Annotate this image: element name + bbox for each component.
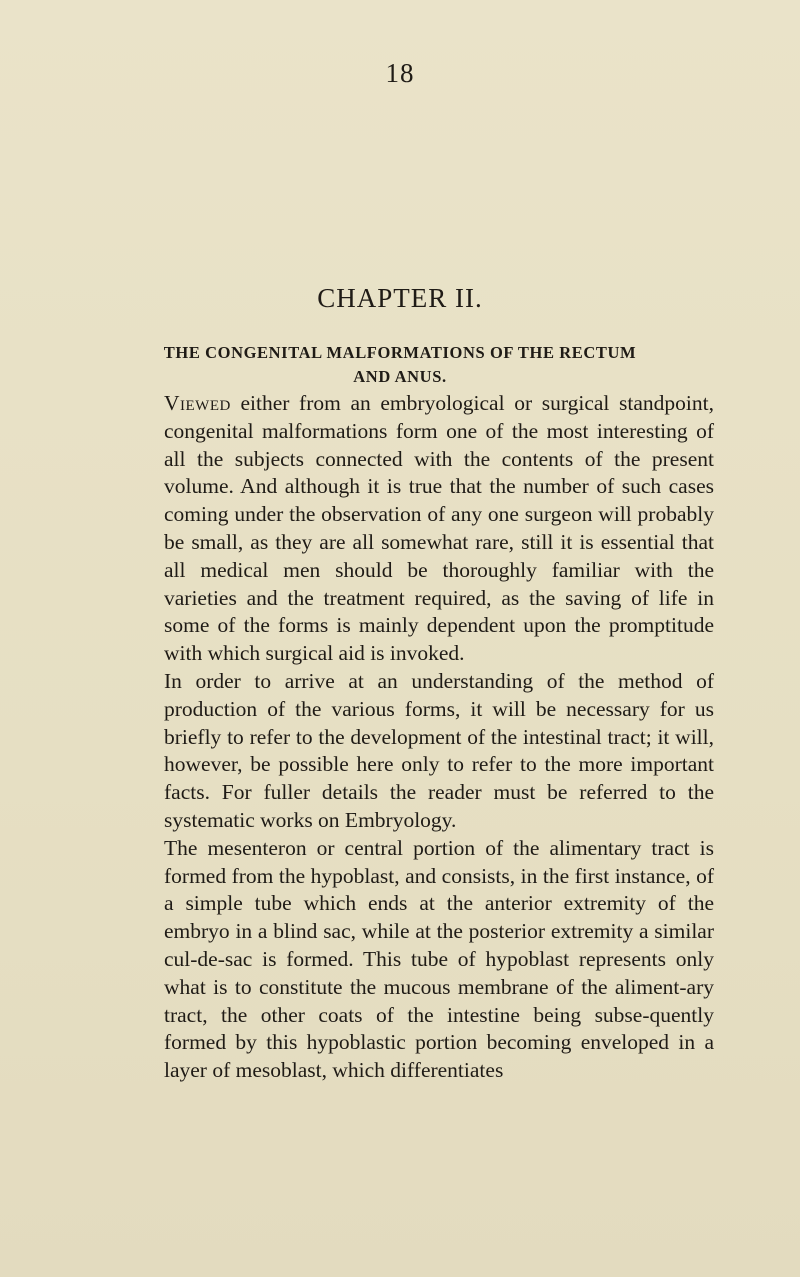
paragraph-1 [164, 390, 714, 668]
paragraph-text: either from an embryological or surgical standpoint, congenital malformations form one of the most interesting of all the subjects connected with the contents of the present volume. And although it is true that the number of such cases coming under the observation of any one surgeon will probably be small, as they are all somewhat rare, still it is essential that all medical men should be thoroughly familiar with the varieties and the treatment required, as the saving of life in some of the forms is mainly dependent upon the promptitude with which surgical aid is invoked. [164, 391, 714, 666]
paragraph-2: In order to arrive at an understanding of the method of production of the various forms, it will be necessary for us briefly to refer to the development of the intestinal tract; it will, however, be possible here only to refer to the more important facts. For fuller details the reader must be referred to the systematic works on Embryology. [164, 668, 714, 832]
body-text [164, 390, 714, 1085]
chapter-subtitle: THE CONGENITAL MALFORMATIONS OF THE RECTUM AND ANUS. [163, 343, 637, 386]
page-number: 18 [385, 58, 415, 88]
paragraph-3: The mesenteron or central portion of the alimentary tract is formed from the hypoblast, and consists, in the first instance, of a simple tube which ends at the anterior extremity of the embryo in a blind sac, while at the posterior extremity a similar cul-de-sac is formed. This tube of hypoblast represents only what is to constitute the mucous membrane of the aliment-ary tract, the other coats of the intestine being subse-quently formed by this hypoblastic portion becoming enveloped in a layer of mesoblast, which differentiates [164, 835, 714, 1083]
chapter-title: CHAPTER II. [317, 283, 483, 313]
lead-word: Viewed [164, 391, 231, 415]
